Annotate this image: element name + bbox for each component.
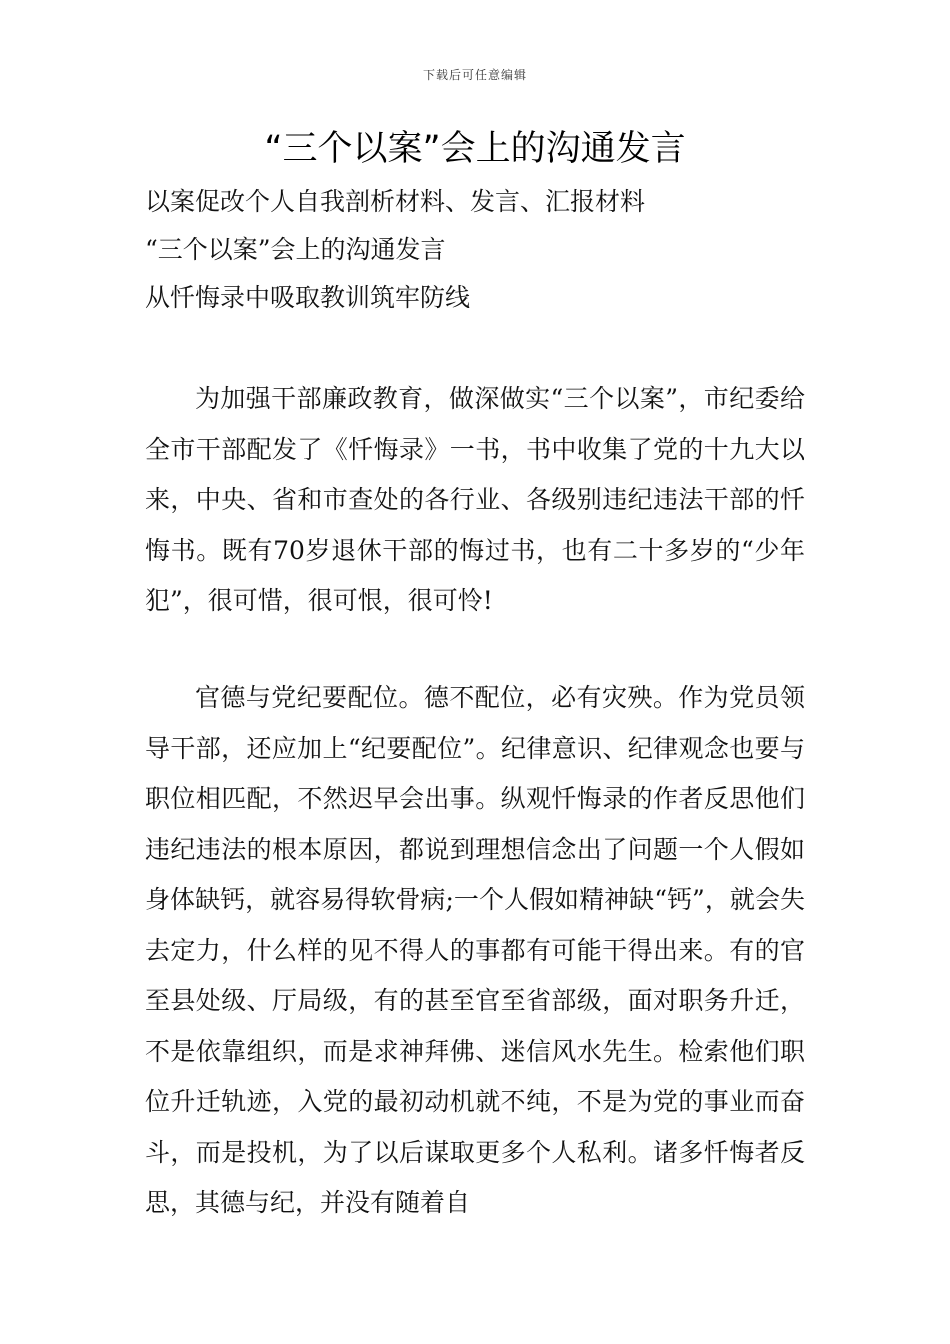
related-title-item: 以案促改个人自我剖析材料、发言、汇报材料 — [145, 187, 646, 216]
related-title-item: 从忏悔录中吸取教训筑牢防线 — [145, 283, 471, 312]
related-titles-list — [145, 178, 815, 322]
document-title: “三个以案”会上的沟通发言 — [264, 129, 686, 169]
body-paragraph: 官德与党纪要配位。德不配位，必有灾殃。作为党员领导干部，还应加上“纪要配位”。纪律意识、纪律观念也要与职位相匹配，不然迟早会出事。纵观忏悔录的作者反思他们违纪违法的根本原因，都说到理想信念出了问题一个人假如身体缺钙，就容易得软骨病;一个人假如精神缺“钙”，就会失去定力，什么样的见不得人的事都有可能干得出来。有的官至县处级、厅局级，有的甚至官至省部级，面对职务升迁，不是依靠组织，而是求神拜佛、迷信风水先生。检索他们职位升迁轨迹，入党的最初动机就不纯，不是为党的事业而奋斗，而是投机，为了以后谋取更多个人私利。诸多忏悔者反思，其德与纪，并没有随着自 — [145, 683, 805, 1217]
header-note: 下载后可任意编辑 — [422, 68, 527, 82]
body-paragraph: 为加强干部廉政教育，做深做实“三个以案”，市纪委给全市干部配发了《忏悔录》一书，书中收集了党的十九大以来，中央、省和市查处的各行业、各级别违纪违法干部的忏悔书。既有70岁退休干部的悔过书，也有二十多岁的“少年犯”，很可惜，很可恨，很可怜! — [145, 384, 805, 615]
related-title-item: “三个以案”会上的沟通发言 — [145, 235, 446, 264]
